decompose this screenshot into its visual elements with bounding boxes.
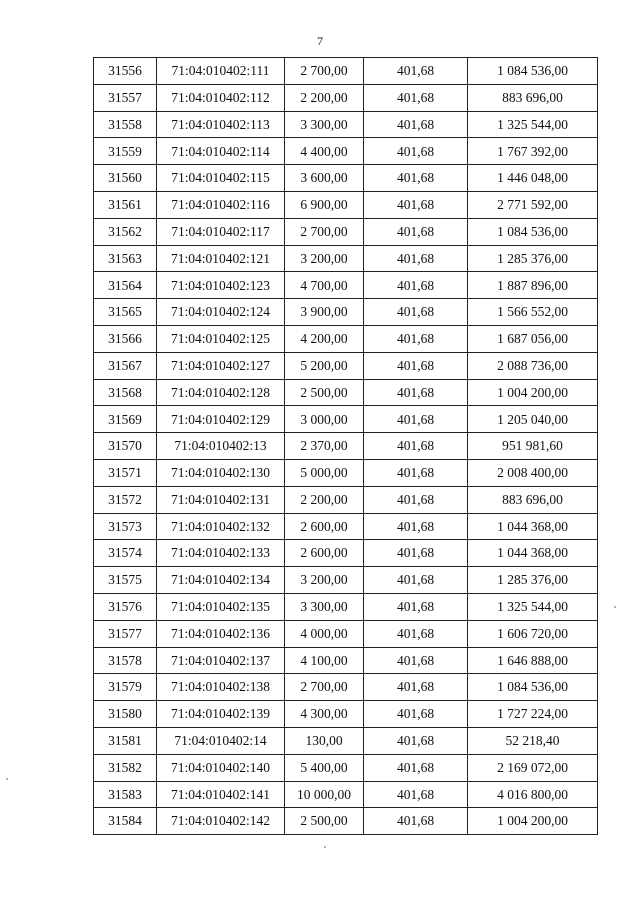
registry-number-cell: 31557 xyxy=(94,84,157,111)
specific-value-cell: 401,68 xyxy=(364,567,468,594)
specific-value-cell: 401,68 xyxy=(364,593,468,620)
registry-number-cell: 31576 xyxy=(94,593,157,620)
table-row xyxy=(94,406,598,433)
cadastral-number-cell: 71:04:010402:115 xyxy=(157,165,285,192)
area-cell: 4 400,00 xyxy=(285,138,364,165)
specific-value-cell: 401,68 xyxy=(364,620,468,647)
table-row xyxy=(94,352,598,379)
specific-value-cell: 401,68 xyxy=(364,84,468,111)
cadastral-number-cell: 71:04:010402:116 xyxy=(157,191,285,218)
cadastral-value-cell: 1 084 536,00 xyxy=(468,674,598,701)
cadastral-number-cell: 71:04:010402:121 xyxy=(157,245,285,272)
cadastral-number-cell: 71:04:010402:14 xyxy=(157,727,285,754)
cadastral-number-cell: 71:04:010402:127 xyxy=(157,352,285,379)
cadastral-number-cell: 71:04:010402:114 xyxy=(157,138,285,165)
cadastral-number-cell: 71:04:010402:134 xyxy=(157,567,285,594)
cadastral-value-cell: 883 696,00 xyxy=(468,84,598,111)
registry-number-cell: 31556 xyxy=(94,58,157,85)
table-body xyxy=(94,58,598,835)
registry-number-cell: 31584 xyxy=(94,808,157,835)
cadastral-number-cell: 71:04:010402:124 xyxy=(157,299,285,326)
cadastral-value-cell: 1 325 544,00 xyxy=(468,593,598,620)
cadastral-value-cell: 1 004 200,00 xyxy=(468,379,598,406)
table-row xyxy=(94,781,598,808)
registry-number-cell: 31564 xyxy=(94,272,157,299)
specific-value-cell: 401,68 xyxy=(364,727,468,754)
cadastral-value-cell: 1 044 368,00 xyxy=(468,540,598,567)
cadastral-number-cell: 71:04:010402:129 xyxy=(157,406,285,433)
specific-value-cell: 401,68 xyxy=(364,138,468,165)
specific-value-cell: 401,68 xyxy=(364,165,468,192)
registry-number-cell: 31581 xyxy=(94,727,157,754)
registry-number-cell: 31577 xyxy=(94,620,157,647)
table-row xyxy=(94,701,598,728)
area-cell: 3 300,00 xyxy=(285,593,364,620)
cadastral-value-cell: 4 016 800,00 xyxy=(468,781,598,808)
table-row xyxy=(94,272,598,299)
specific-value-cell: 401,68 xyxy=(364,513,468,540)
registry-number-cell: 31574 xyxy=(94,540,157,567)
area-cell: 4 100,00 xyxy=(285,647,364,674)
area-cell: 3 200,00 xyxy=(285,245,364,272)
specific-value-cell: 401,68 xyxy=(364,299,468,326)
cadastral-number-cell: 71:04:010402:136 xyxy=(157,620,285,647)
cadastral-number-cell: 71:04:010402:142 xyxy=(157,808,285,835)
table-row xyxy=(94,647,598,674)
registry-number-cell: 31578 xyxy=(94,647,157,674)
registry-number-cell: 31561 xyxy=(94,191,157,218)
cadastral-number-cell: 71:04:010402:139 xyxy=(157,701,285,728)
cadastral-value-table xyxy=(93,57,598,835)
registry-number-cell: 31580 xyxy=(94,701,157,728)
registry-number-cell: 31563 xyxy=(94,245,157,272)
area-cell: 5 400,00 xyxy=(285,754,364,781)
registry-number-cell: 31582 xyxy=(94,754,157,781)
table-row xyxy=(94,486,598,513)
registry-number-cell: 31573 xyxy=(94,513,157,540)
specific-value-cell: 401,68 xyxy=(364,754,468,781)
area-cell: 3 300,00 xyxy=(285,111,364,138)
registry-number-cell: 31560 xyxy=(94,165,157,192)
table-row xyxy=(94,84,598,111)
scan-speck xyxy=(6,778,8,780)
cadastral-number-cell: 71:04:010402:141 xyxy=(157,781,285,808)
registry-number-cell: 31559 xyxy=(94,138,157,165)
area-cell: 5 000,00 xyxy=(285,459,364,486)
specific-value-cell: 401,68 xyxy=(364,674,468,701)
registry-number-cell: 31569 xyxy=(94,406,157,433)
table-row xyxy=(94,593,598,620)
area-cell: 3 900,00 xyxy=(285,299,364,326)
area-cell: 4 300,00 xyxy=(285,701,364,728)
cadastral-number-cell: 71:04:010402:123 xyxy=(157,272,285,299)
cadastral-value-cell: 2 771 592,00 xyxy=(468,191,598,218)
table-row xyxy=(94,218,598,245)
area-cell: 2 700,00 xyxy=(285,674,364,701)
area-cell: 2 500,00 xyxy=(285,808,364,835)
specific-value-cell: 401,68 xyxy=(364,191,468,218)
cadastral-number-cell: 71:04:010402:133 xyxy=(157,540,285,567)
specific-value-cell: 401,68 xyxy=(364,58,468,85)
area-cell: 5 200,00 xyxy=(285,352,364,379)
table-row xyxy=(94,138,598,165)
table-row xyxy=(94,808,598,835)
table-row xyxy=(94,165,598,192)
specific-value-cell: 401,68 xyxy=(364,701,468,728)
specific-value-cell: 401,68 xyxy=(364,433,468,460)
table-row xyxy=(94,299,598,326)
area-cell: 4 000,00 xyxy=(285,620,364,647)
cadastral-number-cell: 71:04:010402:125 xyxy=(157,325,285,352)
area-cell: 2 500,00 xyxy=(285,379,364,406)
registry-number-cell: 31572 xyxy=(94,486,157,513)
cadastral-value-cell: 1 687 056,00 xyxy=(468,325,598,352)
table-row xyxy=(94,245,598,272)
cadastral-number-cell: 71:04:010402:13 xyxy=(157,433,285,460)
area-cell: 6 900,00 xyxy=(285,191,364,218)
area-cell: 2 200,00 xyxy=(285,486,364,513)
specific-value-cell: 401,68 xyxy=(364,647,468,674)
table-row xyxy=(94,727,598,754)
table-row xyxy=(94,459,598,486)
area-cell: 3 000,00 xyxy=(285,406,364,433)
area-cell: 4 200,00 xyxy=(285,325,364,352)
cadastral-value-cell: 2 088 736,00 xyxy=(468,352,598,379)
registry-number-cell: 31558 xyxy=(94,111,157,138)
scan-speck xyxy=(614,606,616,608)
registry-number-cell: 31570 xyxy=(94,433,157,460)
table-row xyxy=(94,433,598,460)
table-row xyxy=(94,674,598,701)
cadastral-value-cell: 883 696,00 xyxy=(468,486,598,513)
area-cell: 10 000,00 xyxy=(285,781,364,808)
cadastral-number-cell: 71:04:010402:111 xyxy=(157,58,285,85)
cadastral-number-cell: 71:04:010402:138 xyxy=(157,674,285,701)
cadastral-value-cell: 2 169 072,00 xyxy=(468,754,598,781)
cadastral-number-cell: 71:04:010402:131 xyxy=(157,486,285,513)
cadastral-value-cell: 1 446 048,00 xyxy=(468,165,598,192)
table-row xyxy=(94,111,598,138)
specific-value-cell: 401,68 xyxy=(364,325,468,352)
area-cell: 4 700,00 xyxy=(285,272,364,299)
registry-number-cell: 31571 xyxy=(94,459,157,486)
cadastral-value-cell: 1 566 552,00 xyxy=(468,299,598,326)
table-row xyxy=(94,754,598,781)
registry-number-cell: 31583 xyxy=(94,781,157,808)
cadastral-value-cell: 1 887 896,00 xyxy=(468,272,598,299)
area-cell: 2 700,00 xyxy=(285,218,364,245)
cadastral-value-cell: 1 325 544,00 xyxy=(468,111,598,138)
registry-number-cell: 31568 xyxy=(94,379,157,406)
cadastral-value-cell: 2 008 400,00 xyxy=(468,459,598,486)
cadastral-value-cell: 1 084 536,00 xyxy=(468,58,598,85)
table-row xyxy=(94,58,598,85)
table-row xyxy=(94,325,598,352)
specific-value-cell: 401,68 xyxy=(364,540,468,567)
specific-value-cell: 401,68 xyxy=(364,781,468,808)
cadastral-value-cell: 951 981,60 xyxy=(468,433,598,460)
table-row xyxy=(94,191,598,218)
table-row xyxy=(94,540,598,567)
cadastral-value-cell: 1 767 392,00 xyxy=(468,138,598,165)
page-number: 7 xyxy=(317,34,323,48)
area-cell: 2 600,00 xyxy=(285,513,364,540)
cadastral-value-cell: 1 285 376,00 xyxy=(468,567,598,594)
cadastral-number-cell: 71:04:010402:135 xyxy=(157,593,285,620)
cadastral-number-cell: 71:04:010402:137 xyxy=(157,647,285,674)
specific-value-cell: 401,68 xyxy=(364,486,468,513)
specific-value-cell: 401,68 xyxy=(364,111,468,138)
area-cell: 3 600,00 xyxy=(285,165,364,192)
specific-value-cell: 401,68 xyxy=(364,459,468,486)
registry-number-cell: 31565 xyxy=(94,299,157,326)
specific-value-cell: 401,68 xyxy=(364,352,468,379)
area-cell: 2 370,00 xyxy=(285,433,364,460)
cadastral-number-cell: 71:04:010402:140 xyxy=(157,754,285,781)
area-cell: 2 200,00 xyxy=(285,84,364,111)
cadastral-number-cell: 71:04:010402:113 xyxy=(157,111,285,138)
cadastral-number-cell: 71:04:010402:117 xyxy=(157,218,285,245)
registry-number-cell: 31566 xyxy=(94,325,157,352)
cadastral-number-cell: 71:04:010402:132 xyxy=(157,513,285,540)
cadastral-value-cell: 1 727 224,00 xyxy=(468,701,598,728)
table-row xyxy=(94,513,598,540)
specific-value-cell: 401,68 xyxy=(364,218,468,245)
cadastral-number-cell: 71:04:010402:130 xyxy=(157,459,285,486)
area-cell: 3 200,00 xyxy=(285,567,364,594)
area-cell: 2 700,00 xyxy=(285,58,364,85)
cadastral-value-cell: 1 084 536,00 xyxy=(468,218,598,245)
registry-number-cell: 31575 xyxy=(94,567,157,594)
specific-value-cell: 401,68 xyxy=(364,272,468,299)
cadastral-value-cell: 1 606 720,00 xyxy=(468,620,598,647)
table-row xyxy=(94,379,598,406)
cadastral-number-cell: 71:04:010402:112 xyxy=(157,84,285,111)
specific-value-cell: 401,68 xyxy=(364,808,468,835)
cadastral-number-cell: 71:04:010402:128 xyxy=(157,379,285,406)
specific-value-cell: 401,68 xyxy=(364,245,468,272)
specific-value-cell: 401,68 xyxy=(364,379,468,406)
area-cell: 130,00 xyxy=(285,727,364,754)
scan-speck xyxy=(324,846,326,848)
area-cell: 2 600,00 xyxy=(285,540,364,567)
cadastral-value-cell: 1 205 040,00 xyxy=(468,406,598,433)
table-row xyxy=(94,567,598,594)
table-row xyxy=(94,620,598,647)
registry-number-cell: 31579 xyxy=(94,674,157,701)
cadastral-value-cell: 1 044 368,00 xyxy=(468,513,598,540)
cadastral-value-cell: 1 004 200,00 xyxy=(468,808,598,835)
specific-value-cell: 401,68 xyxy=(364,406,468,433)
registry-number-cell: 31562 xyxy=(94,218,157,245)
registry-number-cell: 31567 xyxy=(94,352,157,379)
cadastral-value-cell: 1 646 888,00 xyxy=(468,647,598,674)
cadastral-value-cell: 52 218,40 xyxy=(468,727,598,754)
cadastral-value-cell: 1 285 376,00 xyxy=(468,245,598,272)
